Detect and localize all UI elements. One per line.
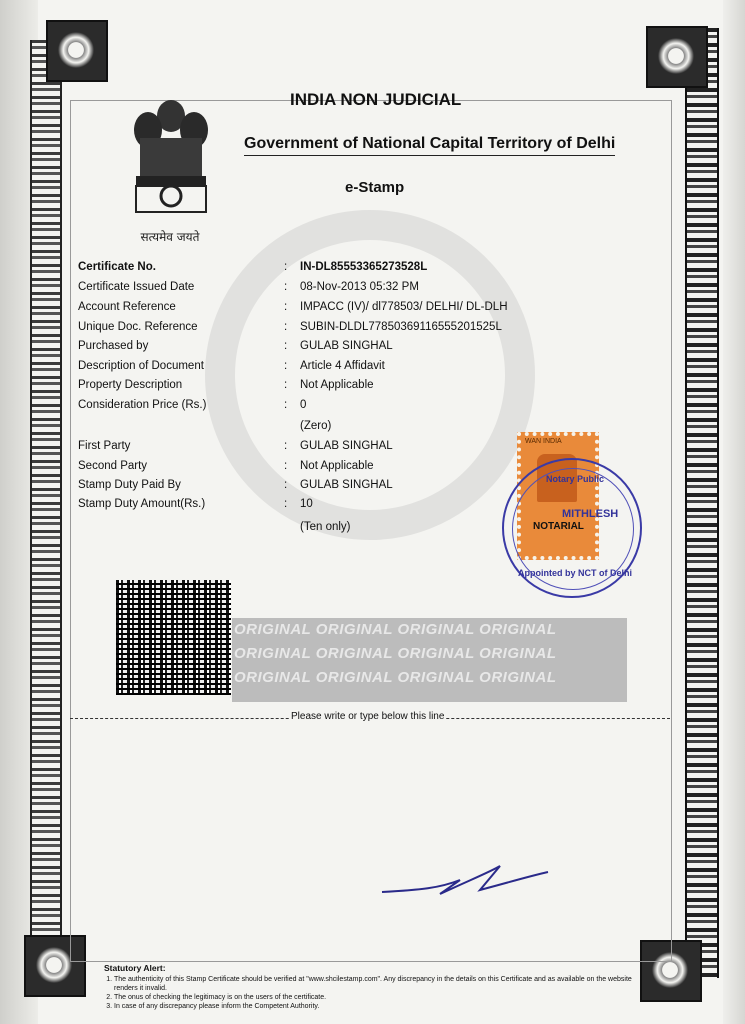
row-value: Not Applicable <box>300 460 374 472</box>
row-value: Article 4 Affidavit <box>300 360 385 372</box>
row-value: GULAB SINGHAL <box>300 440 393 452</box>
row-label: Description of Document <box>78 360 204 372</box>
seal-top-text: Notary Public <box>546 474 605 484</box>
row-label: Account Reference <box>78 301 176 313</box>
row-value: 08-Nov-2013 05:32 PM <box>300 281 419 293</box>
alert-heading: Statutory Alert: <box>104 963 166 973</box>
decorative-border-left <box>30 40 62 970</box>
corner-ornament-icon <box>46 20 108 82</box>
amount-words: (Ten only) <box>300 521 351 533</box>
original-watermark-band <box>232 618 627 702</box>
qr-code <box>116 580 231 695</box>
government-name: Government of National Capital Territory of Delhi <box>244 135 615 156</box>
watermark-line: ORIGINAL ORIGINAL ORIGINAL ORIGINAL <box>234 621 557 638</box>
row-value: GULAB SINGHAL <box>300 479 393 491</box>
seal-bottom-text: Appointed by NCT of Delhi <box>518 568 632 578</box>
product-name: e-Stamp <box>345 179 405 196</box>
row-label: Stamp Duty Amount(Rs.) <box>78 498 206 510</box>
row-value: SUBIN-DLDL77850369116555201525L <box>300 321 502 333</box>
row-label: Certificate Issued Date <box>78 281 195 293</box>
write-below-text: Please write or type below this line <box>291 711 445 722</box>
row-label: Stamp Duty Paid By <box>78 479 181 491</box>
alert-item: 2. The onus of checking the legitimacy is on the users of the certificate. <box>114 993 644 1002</box>
row-label: Certificate No. <box>78 261 156 273</box>
stamp-top-text: WAN INDIA <box>525 438 562 445</box>
consideration-words: (Zero) <box>300 420 332 432</box>
notarial-label: NOTARIAL <box>533 521 584 532</box>
row-value: 10 <box>300 498 313 510</box>
national-motto: सत्यमेव जयते <box>140 230 200 244</box>
paper-right-edge <box>723 0 745 1024</box>
corner-ornament-icon <box>646 26 708 88</box>
row-value: IMPACC (IV)/ dl778503/ DELHI/ DL-DLH <box>300 301 508 313</box>
statutory-alert <box>104 964 644 1011</box>
ashoka-emblem-icon <box>126 88 216 218</box>
watermark-line: ORIGINAL ORIGINAL ORIGINAL ORIGINAL <box>234 669 557 686</box>
row-value: IN-DL85553365273528L <box>300 261 428 273</box>
row-label: Consideration Price (Rs.) <box>78 399 207 411</box>
row-label: First Party <box>78 440 131 452</box>
document-title: INDIA NON JUDICIAL <box>290 90 462 109</box>
watermark-line: ORIGINAL ORIGINAL ORIGINAL ORIGINAL <box>234 645 557 662</box>
row-value: Not Applicable <box>300 379 374 391</box>
alert-item: 1. The authenticity of this Stamp Certificate should be verified at "www.shcilestamp.com". Any discrepancy in the details on this Certificate and as available on the website renders it invalid. <box>114 975 644 993</box>
row-label: Second Party <box>78 460 148 472</box>
row-label: Purchased by <box>78 340 149 352</box>
row-value: 0 <box>300 399 307 411</box>
signature-icon <box>380 860 550 900</box>
estamp-page: सत्यमेव जयते INDIA NON JUDICIAL Government of National Capital Territory of Delhi e-Stamp Certificate No. : IN-DL85553365273528L Certificate Issued Date : 08-Nov-2013 05:32 PM Account Reference : IMPACC (IV)/ dl778503/ DELHI/ DL-DLH Unique Doc. Reference : SUBIN-DLDL77850369116555201525L Purchased by : GULAB SINGHAL Description of Document : Article 4 Affidavit Property Description : Not Applicable Consideration Price (Rs.) : 0 (Zero) First Party : GULAB SINGHAL Second Party : Not Applicable Stamp Duty Paid By : GULAB SINGHAL Stamp Duty Amount(Rs.) : 10 (Ten only) WAN INDIA Notary Public MITHLESH Appointed by NCT of Delhi NOTARIAL ORIGINAL ORIGINAL ORIGINAL ORIGINAL ORIGINAL ORIGINAL ORIGINAL ORIGINAL ORIGINAL ORIGINAL ORIGINAL ORIGINAL Please write or type below this line Statutory Alert: 1. The authenticity of this Stamp Certificate should be verified at "www.shcilestamp.com". Any discrepancy in the details on this Certificate and as available on the website renders it invalid. 2. The onus of checking the legitimacy is on the users of the certificate. 3. In case of any discrepancy please inform the Competent Authority. <box>0 0 745 1024</box>
seal-name-text: MITHLESH <box>562 508 619 520</box>
decorative-border-right <box>685 28 719 978</box>
alert-item: 3. In case of any discrepancy please inform the Competent Authority. <box>114 1002 644 1011</box>
row-label: Property Description <box>78 379 183 391</box>
row-label: Unique Doc. Reference <box>78 321 198 333</box>
row-value: GULAB SINGHAL <box>300 340 393 352</box>
